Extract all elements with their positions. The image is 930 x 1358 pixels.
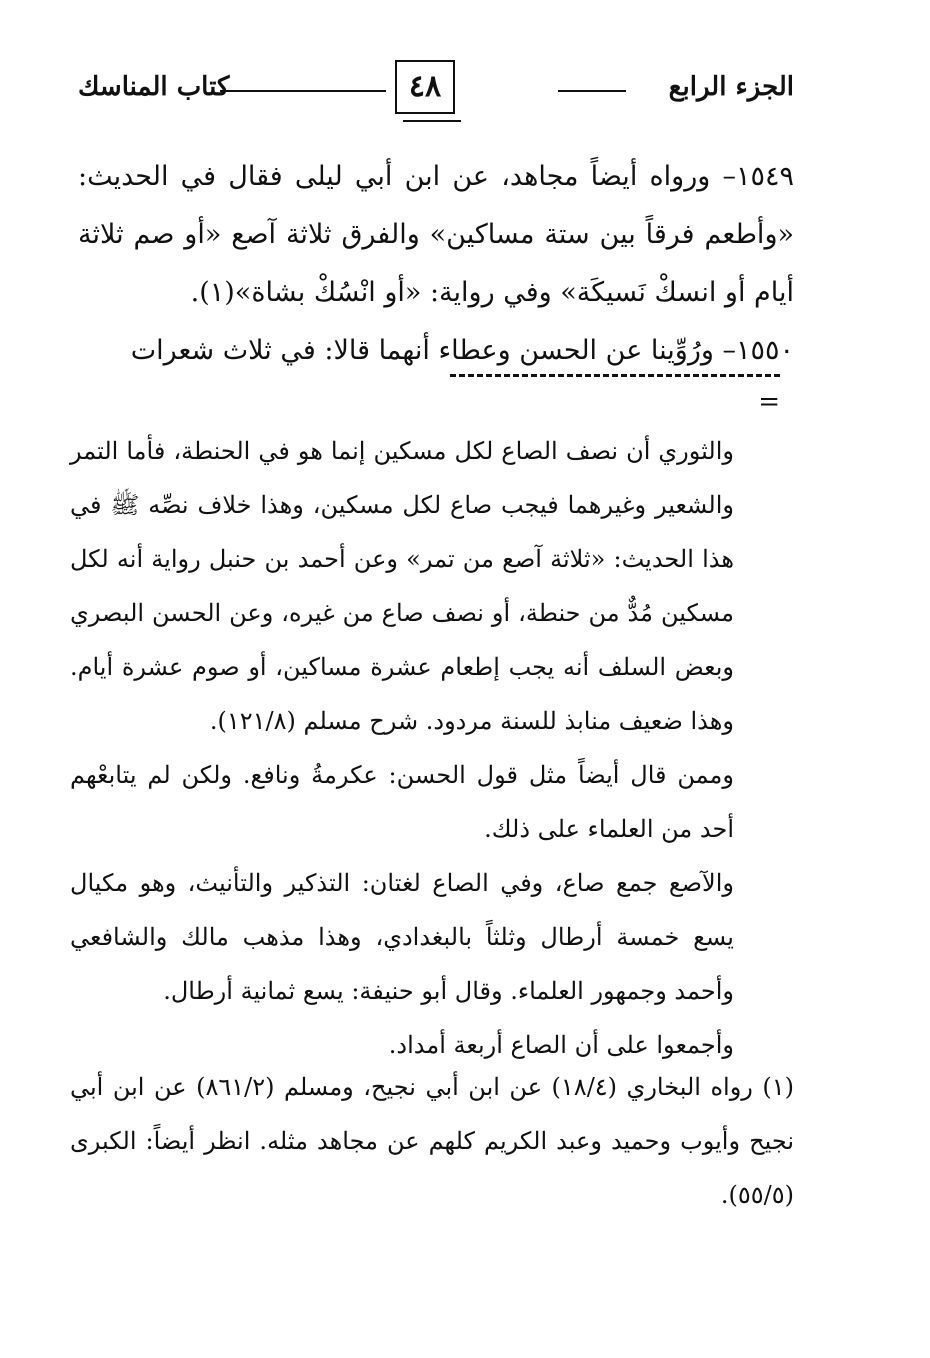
running-header [78, 58, 794, 128]
note-paragraph: والثوري أن نصف الصاع لكل مسكين إنما هو في الحنطة، فأما التمر والشعير وغيرهما فيجب صاع لكل مسكين، وهذا خلاف نصِّه ﷺ في هذا الحديث: «ثلاثة آصع من تمر» وعن أحمد بن حنبل رواية أنه لكل مسكين مُدٌّ من حنطة، أو نصف صاع من غيره، وعن الحسن البصري وبعض السلف أنه يجب إطعام عشرة مساكين، أو صوم عشرة أيام. وهذا ضعيف منابذ للسنة مردود. شرح مسلم (١٢١/٨). [70, 437, 734, 735]
note-paragraph: وممن قال أيضاً مثل قول الحسن: عكرمةُ ونافع. ولكن لم يتابعْهم أحد من العلماء على ذلك. [70, 761, 734, 843]
header-book-title: كتاب المناسك [78, 72, 230, 102]
hadith-1550: ١٥٥٠– ورُوِّينا عن الحسن وعطاء أنهما قالا: في ثلاث شعرات [130, 335, 794, 366]
header-volume-title: الجزء الرابع [668, 72, 794, 102]
footnote [70, 1060, 794, 1222]
note-paragraph: والآصع جمع صاع، وفي الصاع لغتان: التذكير والتأنيث، وهو مكيال يسع خمسة أرطال وثلثاً بالبغدادي، وهذا مذهب مالك والشافعي وأحمد وجمهور العلماء. وقال أبو حنيفة: يسع ثمانية أرطال. [70, 869, 735, 1005]
header-rule-left [220, 90, 386, 92]
note-continuation [70, 424, 734, 1072]
hadith-1549: ١٥٤٩– ورواه أيضاً مجاهد، عن ابن أبي ليلى فقال في الحديث: «وأطعم فرقاً بين ستة مساكين» والفرق ثلاثة آصع «أو صم ثلاثة أيام أو انسكْ نَسيكَة» وفي رواية: «أو انْسُكْ بشاة»(١). [78, 161, 794, 308]
continuation-mark: = [758, 387, 780, 417]
page-number: ٤٨ [395, 60, 455, 114]
footnote-separator [450, 374, 780, 377]
main-text [78, 148, 794, 380]
note-paragraph: وأجمعوا على أن الصاع أربعة أمداد. [388, 1031, 734, 1059]
footnote-1: (١) رواه البخاري (١٨/٤) عن ابن أبي نجيح، ومسلم (٨٦١/٢) عن ابن أبي نجيح وأيوب وحميد وعبد الكريم كلهم عن مجاهد مثله. انظر أيضاً: الكبرى (٥٥/٥). [70, 1073, 795, 1209]
header-rule-right [558, 90, 626, 92]
